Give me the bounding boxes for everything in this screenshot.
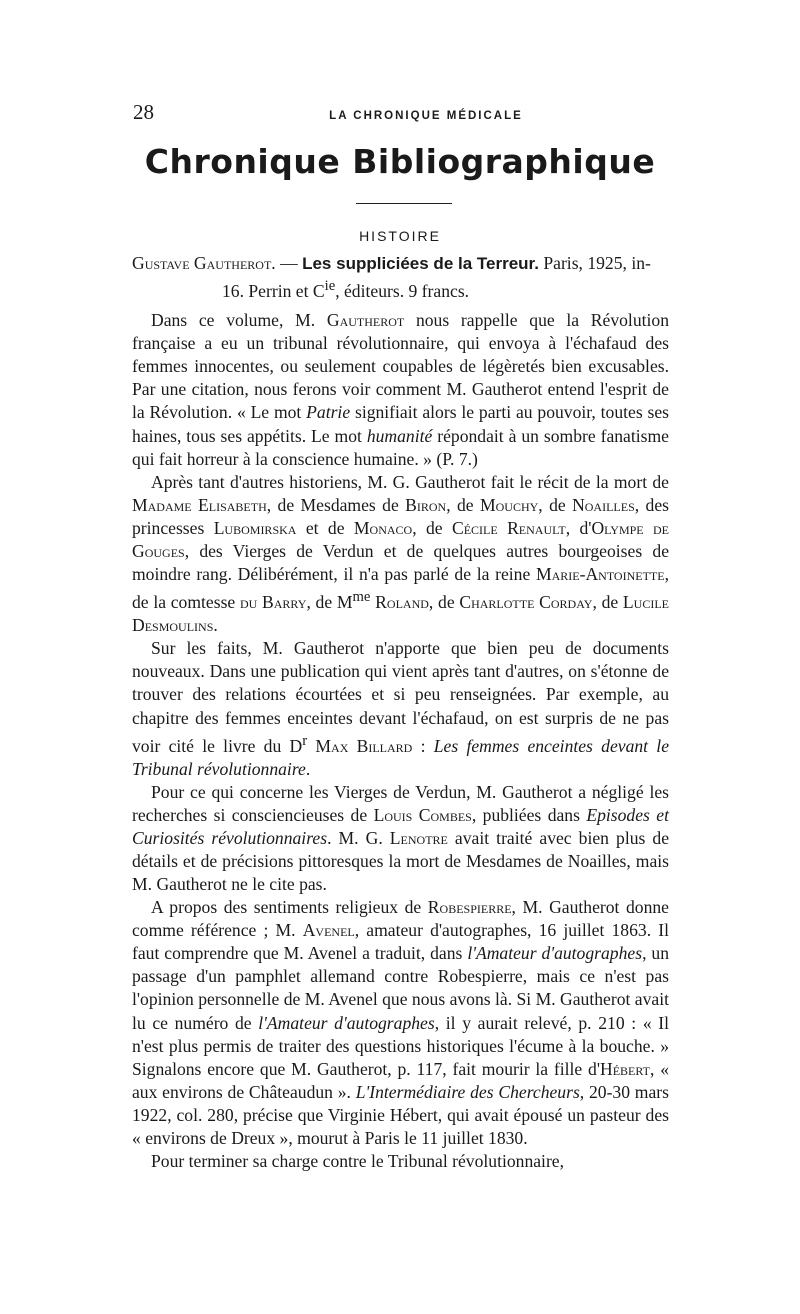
proper-name: Louis Combes bbox=[373, 804, 472, 825]
paragraph-2 bbox=[132, 471, 669, 638]
italic-title: Episodes et Curiosités révolutionnaires bbox=[132, 804, 670, 848]
italic-title: l'Amateur d'autographes bbox=[467, 943, 643, 964]
text: Sur les faits, M. Gautherot n'apporte que bien peu de documents nouveaux. Dans une publication qui vient après tant d'autres, on s'étonne de trouver des relations écourtées et si peu renseignées. Par exemple, au chapitre des femmes enceintes devant l'échafaud, on est surpris de ne pas voir cité le livre du D bbox=[132, 638, 669, 756]
citation-author: Gustave Gautherot. bbox=[132, 253, 276, 273]
text: . M. G. bbox=[327, 827, 390, 848]
page-number: 28 bbox=[133, 100, 154, 124]
page-title: Chronique Bibliographique bbox=[144, 142, 656, 181]
proper-name: du Barry bbox=[239, 592, 307, 613]
proper-name: Lubomirska bbox=[213, 517, 297, 538]
text: Dans ce volume, M. bbox=[151, 310, 327, 331]
proper-name: Biron bbox=[405, 494, 447, 515]
citation-book-title: Les suppliciées de la Terreur. bbox=[302, 254, 539, 273]
text: répondait à un sombre fanatisme qui fait horreur à la conscience humaine. » (P. 7.) bbox=[132, 425, 669, 469]
proper-name: Mouchy bbox=[479, 494, 539, 515]
proper-name: Charlotte Corday bbox=[459, 592, 593, 613]
proper-name: Marie-Antoinette bbox=[535, 564, 665, 585]
italic-term: humanité bbox=[366, 425, 433, 446]
superscript: me bbox=[352, 589, 371, 606]
text: , des princesses bbox=[132, 494, 669, 538]
text: , de la comtesse bbox=[132, 564, 669, 613]
italic-term: Patrie bbox=[306, 402, 351, 423]
paragraph-5 bbox=[132, 896, 669, 1150]
italic-title: Les femmes enceintes devant le Tribunal révolutionnaire bbox=[132, 735, 670, 779]
proper-name: Cécile Renault bbox=[451, 517, 566, 538]
proper-name: Lenotre bbox=[389, 827, 448, 848]
text: nous rappelle que la Révolution française a eu un tribunal révolutionnaire, qui envoya à l'échafaud des femmes innocentes, ou seulement coupables de légèretés bien excusables. Par une citation, nous ferons voir comment M. Gautherot entend l'esprit de la Révolution. « Le mot bbox=[132, 310, 669, 423]
text: . bbox=[213, 615, 218, 636]
proper-name: Madame Elisabeth bbox=[132, 494, 267, 515]
text: , M. Gautherot donne comme référence ; M. bbox=[132, 897, 669, 941]
book-citation bbox=[132, 252, 669, 303]
text: : bbox=[412, 735, 434, 756]
text: , « aux environs de Châteaudun ». bbox=[132, 1058, 670, 1102]
paragraph-1 bbox=[132, 309, 669, 471]
text: . bbox=[305, 758, 311, 779]
text: , des Vierges de Verdun et de quelques autres bourgeoises de moindre rang. Délibérément, il n'a pas parlé de la reine bbox=[132, 540, 669, 585]
text: Pour ce qui concerne les Vierges de Verdun, M. Gautherot a négligé les recherches si consciencieuses de bbox=[132, 781, 669, 825]
text: , de bbox=[538, 494, 573, 515]
proper-name: Olympe de Gouges bbox=[132, 517, 669, 561]
text: A propos des sentiments religieux de bbox=[151, 897, 428, 918]
citation-dash: — bbox=[275, 253, 303, 273]
citation-details: Paris, 1925, in-16. Perrin et C bbox=[222, 253, 651, 301]
text: Pour terminer sa charge contre le Tribunal révolutionnaire, bbox=[151, 1151, 565, 1172]
text: , de M bbox=[306, 592, 353, 613]
citation-details-end: , éditeurs. 9 francs. bbox=[335, 280, 470, 301]
section-heading: HISTOIRE bbox=[359, 228, 441, 244]
paragraph-6 bbox=[132, 1150, 669, 1173]
proper-name: Lucile Desmoulins bbox=[132, 592, 669, 636]
text: avait traité avec bien plus de détails et de précisions pittoresques la mort de Mesdames de Noailles, mais M. Gautherot ne le cite pas. bbox=[132, 827, 670, 895]
text: signifiait alors le parti au pouvoir, toutes ses haines, tous ses appétits. Le mot bbox=[132, 402, 669, 446]
text: , il y aurait relevé, p. 210 : « Il n'est plus permis de traiter des questions historiques l'écume à la bouche. » Signalons encore que M. Gautherot, p. 117, fait mourir la fille d' bbox=[132, 1012, 670, 1079]
proper-name: Max Billard bbox=[315, 735, 413, 756]
italic-title: l'Amateur d'autographes bbox=[258, 1012, 435, 1033]
paragraph-4 bbox=[132, 781, 669, 896]
title-divider bbox=[356, 203, 452, 204]
citation-sup: ie bbox=[324, 278, 336, 295]
proper-name: Noailles bbox=[572, 494, 635, 515]
paragraph-3 bbox=[132, 637, 669, 780]
text: , un passage d'un pamphlet allemand contre Robespierre, mais ce n'est pas l'opinion personnelle de M. Avenel que nous avons là. Si M. Gautherot avait lu ce numéro de bbox=[132, 943, 670, 1033]
text: , d' bbox=[565, 517, 592, 538]
article-body bbox=[132, 252, 669, 1173]
name-gautherot: Gautherot bbox=[326, 310, 405, 331]
proper-name: Avenel bbox=[302, 920, 355, 941]
superscript: r bbox=[302, 732, 308, 749]
proper-name: Monaco bbox=[353, 517, 413, 538]
running-head: LA CHRONIQUE MÉDICALE bbox=[329, 110, 523, 122]
proper-name: Robespierre bbox=[427, 897, 512, 918]
proper-name: Roland bbox=[375, 592, 429, 613]
text: , amateur d'autographes, 16 juillet 1863. Il faut comprendre que M. Avenel a traduit, dans bbox=[132, 920, 669, 964]
text: Après tant d'autres historiens, M. G. Gautherot fait le récit de la mort de bbox=[151, 471, 669, 492]
italic-title: L'Intermédiaire des Chercheurs bbox=[355, 1081, 580, 1102]
text: , de bbox=[428, 592, 460, 613]
text: , de bbox=[592, 592, 623, 613]
text: , de bbox=[412, 517, 452, 538]
text: et de bbox=[296, 517, 354, 538]
proper-name: Hébert bbox=[600, 1058, 650, 1079]
text: , de bbox=[446, 494, 480, 515]
text: , publiées dans bbox=[471, 804, 587, 825]
text: , 20-30 mars 1922, col. 280, précise que Virginie Hébert, qui avait épousé un pasteur des « environs de Dreux », mourut à Paris le 11 juillet 1830. bbox=[132, 1081, 669, 1149]
text: , de Mesdames de bbox=[266, 494, 406, 515]
